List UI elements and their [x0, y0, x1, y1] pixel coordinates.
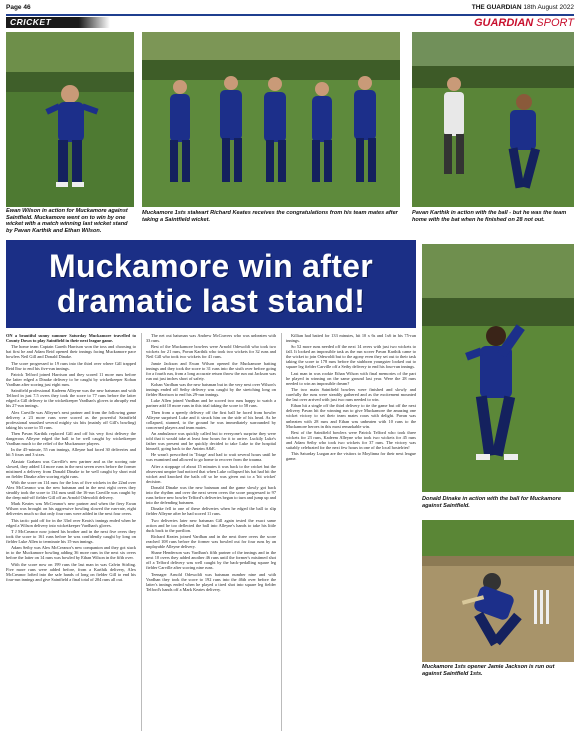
article-paragraph: Last man in was rookie Ethan Wilson with final memories of the part he played in winning on the same ground last year. Were the 28 runs needed to win an impossible dream?	[286, 370, 416, 386]
article-paragraph: T J McCreanor now joined his brother and in the next five overs they took the score to 161 runs before he was confidently caught by long on fielder Luke Allen to terminate his 15-run innings.	[6, 528, 136, 545]
article-paragraph: He wasn't prescribed in 'Triage' and had to wait several hours until he was examined and allowed to go home to recover from the trauma.	[146, 452, 276, 463]
article-paragraph	[6, 333, 136, 343]
article-paragraph: With the score now on 199 runs the last man in was Calvin Stirling. Five more runs were added before, from a Karthik delivery, Alex McCreanor lofted into the safe hands of long on fielder Gill to end his four-run innings and give Saintfield a final total of 204 runs all out.	[6, 561, 136, 582]
article-paragraph: Best of the Saintfield bowlers were Patrick Telford who took three wickets for 23 runs, Kadeem Alleyne who took two wickets for 45 runs and Adam Seiby who took two wickets for 37 runs. The victory was suitably celebrated for the next few hours in one of the local hostelries!	[286, 429, 416, 450]
article-paragraph: In the 45-minute, 55 run innings, Alleyne had faced 30 deliveries and hit 5 fours and 3 sixes.	[6, 447, 136, 458]
section-label: CRICKET	[6, 17, 110, 28]
caption-1: Ewan Wilson in action for Muckamore against Saintfield. Muckamore went on to win by one wicket with a match winning last wicket stand by Pavan Karthik and Ethan Wilson.	[6, 208, 128, 234]
article-paragraph: So 52 more runs needed off the next 14 overs with just two wickets to fall. It looked an impossible task as the run scorer Pavan Karthik came to the wicket to join Odewoldi but to the agony even they set out to their task taking the score to 178 runs before the stubborn youngster looked out to square leg fielder Carville off a Seiby delivery to end his four-run innings.	[286, 344, 416, 370]
column-divider	[141, 333, 142, 731]
article-paragraph: Patrick Telford joined Harrison and they scored 11 more runs before the latter edged a Dinake delivery to be caught by wicketkeeper Kohan Vardhan after scoring just eight runs.	[6, 371, 136, 387]
article-paragraph: After a stoppage of about 15 minutes it was back to the cricket but the observant umpire had noticed that when Luke collapsed his bat had hit the wicket and knocked the bails off so he was given out to a 'hit wicket' decision.	[146, 463, 276, 484]
article-paragraph: Then from a speedy delivery off the first ball he faced from bowler Alleyne surprised Luke and it struck him on the side of his head. As he collapsed, stunned, to the ground he was immediately surrounded by concerned players and team mates.	[146, 409, 276, 430]
lead-in: ON a beautiful sunny summer Saturday Muckamore travelled to County Down to play Saintfield in their next league game.	[6, 333, 136, 344]
header-rule	[6, 14, 574, 16]
article-paragraph: An ambulance was quickly called but to everyone's surprise they were told that it would take at least four hours for it to arrive. Luckily Luke's father was present and he quickly decided to take Luke to the hospital himself, going back to the Antrim A&E.	[146, 430, 276, 452]
page-header	[6, 2, 574, 14]
article-paragraph: This tactic paid off for in the 33rd over Keats's innings ended when he edged a Wilson delivery into wicketkeeper Vardhan's gloves.	[6, 517, 136, 528]
caption-4: Donald Dinake in action with the ball for Muckamore against Saintfield.	[422, 496, 561, 509]
article-column-1	[6, 333, 136, 733]
article-paragraph: Dinake fell to one of these deliveries when he edged the ball to slip fielder Alleyne after he had scored 11 runs.	[146, 506, 276, 517]
headline-line-2: dramatic last stand!	[56, 283, 366, 319]
article-paragraph: The two main Saintfield bowlers were finished and slowly and carefully the runs were steadily gathered and as the excitement mounted the last over arrived with just two runs needed to win.	[286, 387, 416, 403]
photo-jamie-jackson	[422, 520, 574, 662]
article-paragraph: With the score on 114 runs for the loss of five wickets in the 22nd over Alex McCreanor was the new batsman and in the next eight overs they steadily took the score to 134 runs until the 16-run Carville was caught by the deep mid-off fielder Gill off an Arnold Odewoldi delivery.	[6, 479, 136, 501]
headline-line-1: Muckamore win after	[48, 248, 373, 284]
article-paragraph: Shane Henderson was Vardhan's fifth partner of the innings and in the next 10 overs they added another 46 runs until the former's mistimed shot off a Telford delivery was well caught by the back-pedalling square leg fielder Carville after scoring nine runs.	[146, 550, 276, 571]
photo-donald-dinake	[422, 244, 574, 492]
article-paragraph: Donald Dinake was the new batsman and the game slowly got back into the rhythm and over the next seven overs the score progressed to 97 runs before new bowler Telford's deliveries began to turn and jump up and into the defending batsmen.	[146, 485, 276, 506]
article-paragraph: Adam Seiby was Alex McCreanor's new companion and they got stuck in to the Muckamore bowling adding 36 more runs in the next six overs before the latter on 14 runs was bowled by Ethan Wilson in the fifth over.	[6, 545, 136, 561]
article-paragraph: This Saturday Lurgan are the visitors to Moylinna for their next league game.	[286, 451, 416, 462]
caption-5: Muckamore 1sts opener Jamie Jackson is run out against Saintfield 1sts.	[422, 664, 555, 677]
article-column-3	[286, 333, 416, 733]
article-paragraph: Richard Keates joined Vardhan and in the next three overs the score reached 108 runs before the former was bowled out for four runs by an unplayable Alleyne delivery.	[146, 533, 276, 550]
article-paragraph: Two deliveries later new batsman Gill again tested the exact same action and he too deflected the ball into Alleyne's hands to take his little duck back to the pavilion.	[146, 517, 276, 533]
article-paragraph: Mark Keates was McCreanor's new partner and when the fiery Ewan Wilson was brought on his aggressive bowling slowed the run-rate, eight deliveries much so that only four runs were added in the next four overs.	[6, 501, 136, 517]
article-paragraph: Teenager Arnold Odewoldi was batsman number nine and with Vardhan they took the score to 192 runs into the 46th over before the latter's innings ended when he played a tired shot into square leg fielder Telford's hands off a Mark Keates delivery.	[146, 571, 276, 592]
article-paragraph: The score progressed to 19 runs into the third over where Gill trapped Reid lbw to end his five-run innings.	[6, 360, 136, 371]
page-number: Page 46	[6, 4, 31, 11]
article-column-2	[146, 333, 276, 733]
article-paragraph: Luke Allen joined Vardhan and he scored two runs happy to watch a partner add 10 more runs in this trial taking the score to 58 runs.	[146, 398, 276, 409]
article-paragraph: Killian had batted for 133 minutes, hit 10 x 6s and 1x6 in his 75-run innings.	[286, 333, 416, 344]
article-paragraph: Best of the Muckamore bowlers were Arnold Odewoldi who took two wickets for 21 runs, Pavan Karthik who took two wickets for 32 runs and Neil Gill who took two wickets for 41 runs.	[146, 344, 276, 360]
photo-pavan-karthik	[412, 32, 574, 207]
photo-team-celebration	[142, 32, 400, 207]
article-paragraph: Kohan Vardhan was the new batsman but in the very next over Wilson's innings ended off Seiby delivery was caught by the stretching long on fielder Harrison to end his 29-run innings.	[146, 381, 276, 398]
headline	[6, 240, 416, 328]
article-paragraph: Then Pavan Karthik replaced Gill and off his very first delivery the dangerous Alleyne edged the ball to be well caught by wicketkeeper Vardhan much to the relief of the Muckamore players.	[6, 430, 136, 447]
paper-dateline: THE GUARDIAN 18th August 2022	[471, 4, 574, 11]
column-divider	[281, 333, 282, 731]
brand-masthead: GUARDIAN SPORT	[473, 17, 574, 29]
article-paragraph: Ethan hit a single off the third delivery to tie the game but off the next delivery Pavan hit the winning run to give Muckamore the amazing one wicket victory to set their team mates roars with delight. Pavan was unbeaten with 28 runs and Ethan was unbeaten with 10 runs to the Muckamore heroes in this most remarkable win.	[286, 403, 416, 429]
article-body	[6, 333, 418, 733]
article-paragraph: Jamie Jackson and Ewan Wilson opened the Muckamore batting innings and they took the score to 31 runs into the sixth over before going for a fourth run, from a long accurate return throw the run out Jackson was run out just inches short of safety.	[146, 360, 276, 381]
article-paragraph: The home team Captain Gareth Harrison won the toss and choosing to bat first he and Adam Reid opened their innings facing Muckamore pace bowlers Neil Gill and Donald Dinake.	[6, 344, 136, 360]
caption-3: Pavan Karthik in action with the ball - but he was the team home with the bat when he finished on 28 not out.	[412, 210, 567, 223]
caption-2: Muckamore 1sts stalwart Richard Keates receives the congratulations from his team mates after taking a Saintfield wicket.	[142, 210, 398, 223]
article-paragraph: Alex Carville was Alleyne's next partner and from the following game delivery a 23 more runs were scored as the powerful Saintfield professional smashed several mighty six hits (mainly off Gill's bowling) taking his score to 55 runs.	[6, 409, 136, 430]
article-paragraph: Alastair Graham was Carville's new partner and as the scoring rate slowed, they added 14 more runs in the next seven overs before the former mistimed a delivery from Donald Dinake to be well caught by short mid on fielder Dinake after scoring eight runs.	[6, 458, 136, 479]
article-paragraph: The net out batsman was Andrew McCravers who was unbeaten with 33 runs.	[146, 333, 276, 344]
article-paragraph: Saintfield professional Kadeem Alleyne was the new batsman and with Telford in just 7.5 overs they took the score to 77 runs before the latter edged a Gill delivery to the wicketkeeper Vardhan's gloves to abruptly end his 27-run innings.	[6, 388, 136, 409]
photo-ewan-wilson	[6, 32, 134, 207]
